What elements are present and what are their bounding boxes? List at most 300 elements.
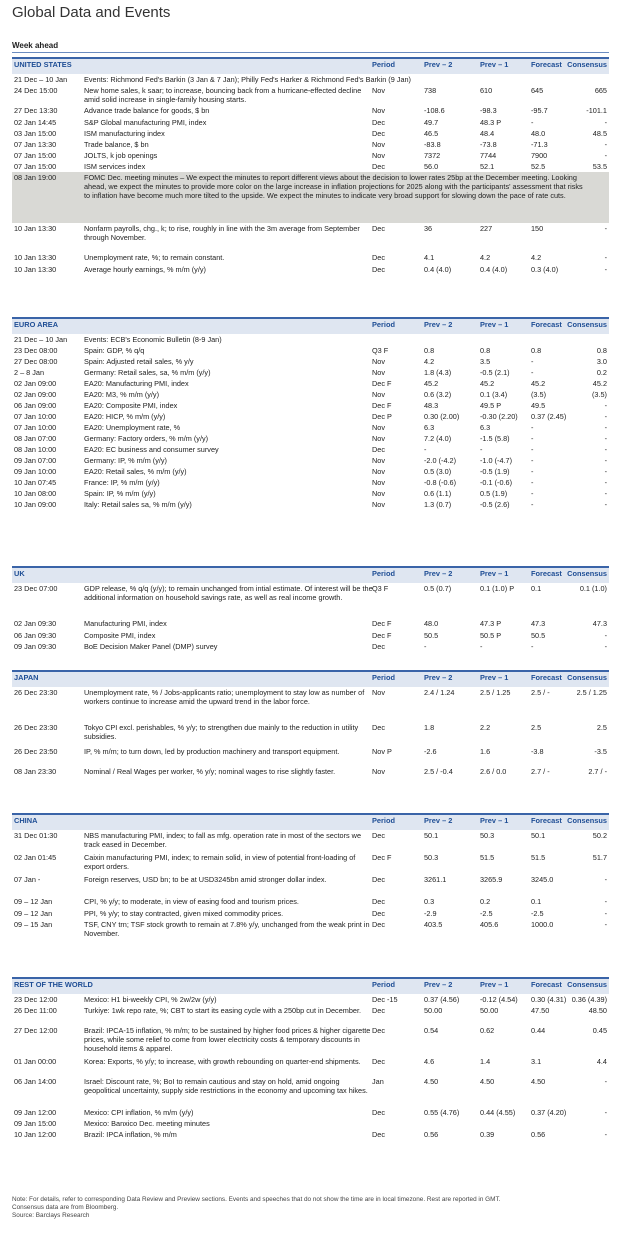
column-header-prev1: Prev – 1 [480, 60, 509, 69]
row-event: Events: Richmond Fed's Barkin (3 Jan & 7 Jan); Philly Fed's Harker & Richmond Fed's Barkin (9 Jan) [84, 75, 411, 84]
row-period: Nov [372, 500, 385, 509]
row-prev2: 0.56 [424, 1130, 439, 1139]
row-forecast: 45.2 [531, 379, 546, 388]
row-prev1: 3265.9 [480, 875, 503, 884]
row-consensus: - [604, 909, 607, 918]
row-prev2: 2.4 / 1.24 [424, 688, 455, 697]
row-prev1: 50.00 [480, 1006, 499, 1015]
row-period: Nov [372, 423, 385, 432]
row-consensus: - [604, 434, 607, 443]
section-header [12, 566, 609, 583]
column-header-period: Period [372, 673, 395, 682]
row-event: Unemployment rate, % / Jobs-applicants ratio; unemployment to stay low as number of workers continue to increase amid the upward trend in the labor force. [84, 688, 365, 706]
row-date: 10 Jan 13:30 [14, 265, 57, 274]
column-header-forecast: Forecast [531, 569, 562, 578]
row-event: JOLTS, k job openings [84, 151, 158, 160]
table-row [12, 499, 609, 510]
column-header-consensus: Consensus [567, 60, 607, 69]
table-row [12, 1076, 609, 1107]
row-consensus: - [604, 500, 607, 509]
note-line: Consensus data are from Bloomberg. [12, 1204, 119, 1211]
row-consensus: - [604, 1130, 607, 1139]
row-forecast: 47.50 [531, 1006, 550, 1015]
row-prev1: -1.0 (-4.7) [480, 456, 513, 465]
table-row [12, 583, 609, 618]
row-event: IP, % m/m; to turn down, led by production machinery and transport equipment. [84, 747, 340, 756]
row-prev1: 0.4 (4.0) [480, 265, 508, 274]
section-title: UK [14, 569, 25, 578]
section-header [12, 977, 609, 994]
row-period: Dec [372, 831, 385, 840]
row-consensus: 0.36 (4.39) [571, 995, 607, 1004]
row-period: Dec -15 [372, 995, 398, 1004]
row-prev2: 56.0 [424, 162, 439, 171]
row-consensus: 48.5 [592, 129, 607, 138]
row-date: 21 Dec – 10 Jan [14, 335, 68, 344]
table-row [12, 1025, 609, 1056]
row-prev2: 0.5 (3.0) [424, 467, 452, 476]
row-forecast: - [531, 489, 534, 498]
row-period: Dec [372, 1057, 385, 1066]
row-date: 06 Jan 09:00 [14, 401, 57, 410]
row-event: S&P Global manufacturing PMI, index [84, 118, 207, 127]
row-prev1: -73.8 [480, 140, 497, 149]
row-prev1: -0.5 (1.9) [480, 467, 510, 476]
row-date: 09 – 12 Jan [14, 897, 53, 906]
row-consensus: 0.2 [596, 368, 607, 377]
row-prev2: 0.4 (4.0) [424, 265, 452, 274]
row-consensus: - [604, 920, 607, 929]
row-consensus: - [604, 253, 607, 262]
column-header-prev2: Prev – 2 [424, 816, 453, 825]
row-prev2: 50.3 [424, 853, 439, 862]
table-row [12, 422, 609, 433]
row-forecast: - [531, 500, 534, 509]
row-event: Composite PMI, index [84, 631, 156, 640]
row-period: Nov [372, 151, 385, 160]
row-event: Trade balance, $ bn [84, 140, 149, 149]
row-forecast: 150 [531, 224, 544, 233]
row-period: Dec [372, 642, 385, 651]
table-row [12, 378, 609, 389]
row-prev2: 46.5 [424, 129, 439, 138]
row-consensus: 50.2 [592, 831, 607, 840]
row-event: Korea: Exports, % y/y; to increase, with growth rebounding on quarter-end shipments. [84, 1057, 361, 1066]
row-forecast: 4.2 [531, 253, 542, 262]
row-date: 26 Dec 23:30 [14, 688, 58, 697]
row-prev1: 50.3 [480, 831, 495, 840]
row-forecast: 2.5 [531, 723, 542, 732]
row-forecast: 51.5 [531, 853, 546, 862]
row-forecast: - [531, 423, 534, 432]
row-forecast: 7900 [531, 151, 548, 160]
row-date: 09 – 15 Jan [14, 920, 53, 929]
row-date: 07 Jan 13:30 [14, 140, 57, 149]
table-row [12, 252, 609, 264]
row-prev1: 49.5 P [480, 401, 502, 410]
row-prev1: 1.4 [480, 1057, 491, 1066]
row-event: Events: ECB's Economic Bulletin (8-9 Jan) [84, 335, 222, 344]
row-prev2: 0.55 (4.76) [424, 1108, 460, 1117]
row-period: Dec [372, 265, 385, 274]
row-prev1: -0.5 (2.6) [480, 500, 510, 509]
row-event: Foreign reserves, USD bn; to be at USD3245bn amid stronger dollar index. [84, 875, 327, 884]
row-event: Spain: IP, % m/m (y/y) [84, 489, 156, 498]
column-header-consensus: Consensus [567, 673, 607, 682]
row-period: Nov [372, 357, 385, 366]
row-consensus: - [604, 151, 607, 160]
row-forecast: 50.1 [531, 831, 546, 840]
row-prev1: 48.4 [480, 129, 495, 138]
row-prev2: - [424, 642, 427, 651]
row-forecast: -3.8 [531, 747, 544, 756]
row-forecast: 49.5 [531, 401, 546, 410]
column-header-consensus: Consensus [567, 320, 607, 329]
row-event: Manufacturing PMI, index [84, 619, 167, 628]
row-period: Nov P [372, 747, 392, 756]
row-prev1: 50.5 P [480, 631, 502, 640]
row-period: Nov [372, 478, 385, 487]
row-prev2: -2.6 [424, 747, 437, 756]
row-event: ISM manufacturing index [84, 129, 165, 138]
table-row [12, 466, 609, 477]
section [12, 670, 609, 787]
table-row [12, 766, 609, 787]
row-date: 02 Jan 14:45 [14, 118, 57, 127]
row-date: 21 Dec – 10 Jan [14, 75, 68, 84]
row-consensus: 4.4 [596, 1057, 607, 1066]
row-prev1: -0.5 (2.1) [480, 368, 510, 377]
row-period: Dec [372, 909, 385, 918]
row-prev1: 52.1 [480, 162, 495, 171]
row-event: Mexico: H1 bi-weekly CPI, % 2w/2w (y/y) [84, 995, 217, 1004]
row-prev2: -2.0 (-4.2) [424, 456, 457, 465]
row-event: Germany: Factory orders, % m/m (y/y) [84, 434, 209, 443]
row-event: FOMC Dec. meeting minutes – We expect the minutes to report different views about the decision to lower rates 25bp at the December meeting. Looking ahead, we expect the minutes to provide more color on the large increase in inflation projections for 2025 along with the participants' assessment that risks to inflation have become much more tilted to the upside. We expect the minutes to indicate very broad support for slowing down the pace of rate cuts. [84, 173, 583, 200]
row-prev1: 2.6 / 0.0 [480, 767, 507, 776]
column-header-period: Period [372, 569, 395, 578]
column-header-prev2: Prev – 2 [424, 569, 453, 578]
row-prev2: 4.1 [424, 253, 435, 262]
section [12, 813, 609, 939]
row-date: 27 Dec 12:00 [14, 1026, 58, 1035]
row-forecast: 0.44 [531, 1026, 546, 1035]
row-prev2: 4.6 [424, 1057, 435, 1066]
row-period: Dec [372, 129, 385, 138]
row-date: 23 Dec 07:00 [14, 584, 58, 593]
row-prev2: 0.6 (3.2) [424, 390, 452, 399]
row-date: 10 Jan 13:30 [14, 253, 57, 262]
row-date: 26 Dec 23:50 [14, 747, 58, 756]
row-period: Nov [372, 140, 385, 149]
column-header-forecast: Forecast [531, 673, 562, 682]
section-title: CHINA [14, 816, 38, 825]
row-consensus: 3.0 [596, 357, 607, 366]
row-event: TSF, CNY trn; TSF stock growth to remain at 7.8% y/y, unchanged from the weak print in November. [84, 920, 370, 938]
row-forecast: 4.50 [531, 1077, 546, 1086]
row-period: Nov [372, 368, 385, 377]
row-prev2: - [424, 445, 427, 454]
row-event: EA20: HICP, % m/m (y/y) [84, 412, 166, 421]
row-prev1: 0.62 [480, 1026, 495, 1035]
row-period: Dec F [372, 401, 392, 410]
row-period: Dec F [372, 631, 392, 640]
row-consensus: - [604, 489, 607, 498]
row-period: Nov [372, 106, 385, 115]
row-consensus: - [604, 875, 607, 884]
column-header-prev1: Prev – 1 [480, 569, 509, 578]
row-date: 07 Jan 15:00 [14, 151, 57, 160]
column-header-period: Period [372, 980, 395, 989]
row-forecast: 52.5 [531, 162, 546, 171]
row-period: Dec F [372, 379, 392, 388]
row-prev1: 3.5 [480, 357, 491, 366]
row-prev1: - [480, 642, 483, 651]
row-period: Dec [372, 875, 385, 884]
row-prev2: 50.1 [424, 831, 439, 840]
row-event: New home sales, k saar; to increase, bouncing back from a hurricane-effected decline amid solid increase in single-family housing starts. [84, 86, 362, 104]
row-prev2: 3261.1 [424, 875, 447, 884]
table-row [12, 488, 609, 499]
row-date: 08 Jan 23:30 [14, 767, 57, 776]
row-prev1: 4.50 [480, 1077, 495, 1086]
column-header-period: Period [372, 320, 395, 329]
row-consensus: - [604, 897, 607, 906]
row-event: Caixin manufacturing PMI, index; to remain solid, in view of potential front-loading of export orders. [84, 853, 356, 871]
row-consensus: - [604, 423, 607, 432]
row-consensus: - [604, 1077, 607, 1086]
row-forecast: 0.37 (2.45) [531, 412, 567, 421]
row-event: Brazil: IPCA inflation, % m/m [84, 1130, 177, 1139]
row-forecast: 3.1 [531, 1057, 542, 1066]
row-consensus: (3.5) [591, 390, 607, 399]
row-event: EA20: Composite PMI, index [84, 401, 178, 410]
row-prev1: 7744 [480, 151, 497, 160]
row-consensus: - [604, 1108, 607, 1117]
table-row [12, 455, 609, 466]
row-forecast: - [531, 357, 534, 366]
row-date: 07 Jan 10:00 [14, 423, 57, 432]
row-period: Nov [372, 467, 385, 476]
row-date: 24 Dec 15:00 [14, 86, 58, 95]
row-prev2: 49.7 [424, 118, 439, 127]
table-row [12, 687, 609, 722]
table-row [12, 345, 609, 356]
row-forecast: 3245.0 [531, 875, 554, 884]
row-forecast: 0.1 [531, 897, 542, 906]
row-prev2: 50.00 [424, 1006, 443, 1015]
row-prev2: 738 [424, 86, 437, 95]
section-header [12, 670, 609, 687]
row-date: 10 Jan 09:00 [14, 500, 57, 509]
row-consensus: 48.50 [588, 1006, 607, 1015]
table-row [12, 105, 609, 117]
section-title: REST OF THE WORLD [14, 980, 93, 989]
row-prev1: 45.2 [480, 379, 495, 388]
row-prev2: 36 [424, 224, 433, 233]
table-row [12, 223, 609, 252]
row-date: 09 Jan 12:00 [14, 1108, 57, 1117]
table-row [12, 477, 609, 488]
row-consensus: 53.5 [592, 162, 607, 171]
column-header-consensus: Consensus [567, 569, 607, 578]
row-consensus: 51.7 [592, 853, 607, 862]
row-period: Dec [372, 1026, 385, 1035]
row-event: Brazil: IPCA-15 inflation, % m/m; to be sustained by higher food prices & higher cigarette prices, while some relief to come from lower electricity costs & temporary discounts in household items & apparel. [84, 1026, 371, 1053]
table-row [12, 874, 609, 896]
row-prev1: 227 [480, 224, 493, 233]
row-event: Unemployment rate, %; to remain constant. [84, 253, 225, 262]
notes [12, 1196, 612, 1220]
row-prev1: 0.1 (1.0) P [480, 584, 515, 593]
row-prev2: 1.8 (4.3) [424, 368, 452, 377]
source-line: Source: Barclays Research [12, 1212, 90, 1219]
row-consensus: 47.3 [592, 619, 607, 628]
row-prev2: -83.8 [424, 140, 441, 149]
section [12, 977, 609, 1140]
table-row [12, 264, 609, 275]
row-date: 06 Jan 09:30 [14, 631, 57, 640]
row-event: Italy: Retail sales sa, % m/m (y/y) [84, 500, 192, 509]
row-period: Dec [372, 920, 385, 929]
row-event: EA20: EC business and consumer survey [84, 445, 219, 454]
row-prev2: 0.54 [424, 1026, 439, 1035]
table-row [12, 618, 609, 630]
row-prev2: 4.50 [424, 1077, 439, 1086]
row-date: 02 Jan 09:30 [14, 619, 57, 628]
row-forecast: 645 [531, 86, 544, 95]
column-header-prev1: Prev – 1 [480, 980, 509, 989]
row-period: Nov [372, 456, 385, 465]
row-date: 27 Dec 08:00 [14, 357, 58, 366]
row-forecast: (3.5) [531, 390, 547, 399]
table-row [12, 128, 609, 139]
row-forecast: - [531, 118, 534, 127]
row-date: 06 Jan 14:00 [14, 1077, 57, 1086]
row-prev1: 0.1 (3.4) [480, 390, 508, 399]
row-prev1: -1.5 (5.8) [480, 434, 510, 443]
section-title: UNITED STATES [14, 60, 72, 69]
column-header-period: Period [372, 60, 395, 69]
row-event: Tokyo CPI excl. perishables, % y/y; to strengthen due mainly to the reduction in utility subsidies. [84, 723, 359, 741]
row-prev1: -2.5 [480, 909, 493, 918]
section-header [12, 317, 609, 334]
table-row [12, 896, 609, 908]
table-row [12, 85, 609, 105]
row-date: 02 Jan 01:45 [14, 853, 57, 862]
row-prev2: 0.5 (0.7) [424, 584, 452, 593]
row-event: BoE Decision Maker Panel (DMP) survey [84, 642, 218, 651]
section [12, 566, 609, 652]
row-period: Dec [372, 224, 385, 233]
row-consensus: - [604, 467, 607, 476]
row-forecast: - [531, 434, 534, 443]
row-prev1: - [480, 445, 483, 454]
row-prev1: 0.2 [480, 897, 491, 906]
row-forecast: -2.5 [531, 909, 544, 918]
column-header-prev2: Prev – 2 [424, 60, 453, 69]
row-event: GDP release, % q/q (y/y); to remain unchanged from intial estimate. Of interest will be the additional information on household savings rate, as well as real income growth. [84, 584, 373, 602]
table-row [12, 1118, 609, 1129]
row-forecast: 0.30 (4.31) [531, 995, 567, 1004]
row-consensus: - [604, 456, 607, 465]
row-event: Turkiye: 1wk repo rate, %; CBT to start its easing cycle with a 250bp cut in December. [84, 1006, 361, 1015]
row-date: 2 – 8 Jan [14, 368, 45, 377]
row-date: 08 Jan 07:00 [14, 434, 57, 443]
row-prev2: 7.2 (4.0) [424, 434, 452, 443]
row-prev2: 50.5 [424, 631, 439, 640]
row-period: Nov [372, 390, 385, 399]
section [12, 317, 609, 510]
row-event: Nominal / Real Wages per worker, % y/y; nominal wages to rise slightly faster. [84, 767, 336, 776]
table-row [12, 630, 609, 641]
row-prev2: 48.0 [424, 619, 439, 628]
row-prev1: 51.5 [480, 853, 495, 862]
row-period: Dec P [372, 412, 392, 421]
table-row [12, 74, 609, 85]
table-row [12, 908, 609, 919]
row-prev2: 0.6 (1.1) [424, 489, 452, 498]
row-event: Germany: Retail sales, sa, % m/m (y/y) [84, 368, 211, 377]
row-period: Dec [372, 897, 385, 906]
row-forecast: - [531, 456, 534, 465]
row-consensus: 0.45 [592, 1026, 607, 1035]
row-consensus: 2.7 / - [588, 767, 607, 776]
row-event: CPI, % y/y; to moderate, in view of easing food and tourism prices. [84, 897, 299, 906]
row-prev1: -98.3 [480, 106, 497, 115]
row-date: 09 Jan 09:30 [14, 642, 57, 651]
row-prev2: 0.3 [424, 897, 435, 906]
section-title: JAPAN [14, 673, 39, 682]
column-header-prev2: Prev – 2 [424, 320, 453, 329]
row-date: 10 Jan 12:00 [14, 1130, 57, 1139]
row-consensus: - [604, 412, 607, 421]
row-forecast: 47.3 [531, 619, 546, 628]
row-date: 10 Jan 13:30 [14, 224, 57, 233]
row-prev1: 6.3 [480, 423, 491, 432]
row-event: Israel: Discount rate, %; BoI to remain cautious and stay on hold, amid ongoing geopolitical uncertainty, supply side restrictions in the economy and upcoming tax hikes. [84, 1077, 368, 1095]
row-prev2: -108.6 [424, 106, 445, 115]
section [12, 57, 609, 275]
table-row [12, 1129, 609, 1140]
row-event: EA20: M3, % m/m (y/y) [84, 390, 160, 399]
row-forecast: - [531, 467, 534, 476]
row-forecast: 1000.0 [531, 920, 554, 929]
row-forecast: - [531, 478, 534, 487]
row-date: 09 – 12 Jan [14, 909, 53, 918]
row-forecast: 50.5 [531, 631, 546, 640]
row-forecast: -71.3 [531, 140, 548, 149]
table-row [12, 1056, 609, 1076]
row-period: Dec F [372, 853, 392, 862]
row-forecast: - [531, 368, 534, 377]
row-event: PPI, % y/y; to stay contracted, given mixed commodity prices. [84, 909, 284, 918]
row-prev1: 48.3 P [480, 118, 502, 127]
row-date: 09 Jan 15:00 [14, 1119, 57, 1128]
row-prev1: 0.39 [480, 1130, 495, 1139]
table-row [12, 117, 609, 128]
column-header-prev2: Prev – 2 [424, 980, 453, 989]
row-prev2: 1.3 (0.7) [424, 500, 452, 509]
row-period: Q3 F [372, 346, 389, 355]
row-prev2: 7372 [424, 151, 441, 160]
table-row [12, 1005, 609, 1025]
row-prev1: 0.44 (4.55) [480, 1108, 516, 1117]
row-consensus: 2.5 [596, 723, 607, 732]
row-consensus: - [604, 642, 607, 651]
row-period: Jan [372, 1077, 384, 1086]
table-row [12, 919, 609, 939]
